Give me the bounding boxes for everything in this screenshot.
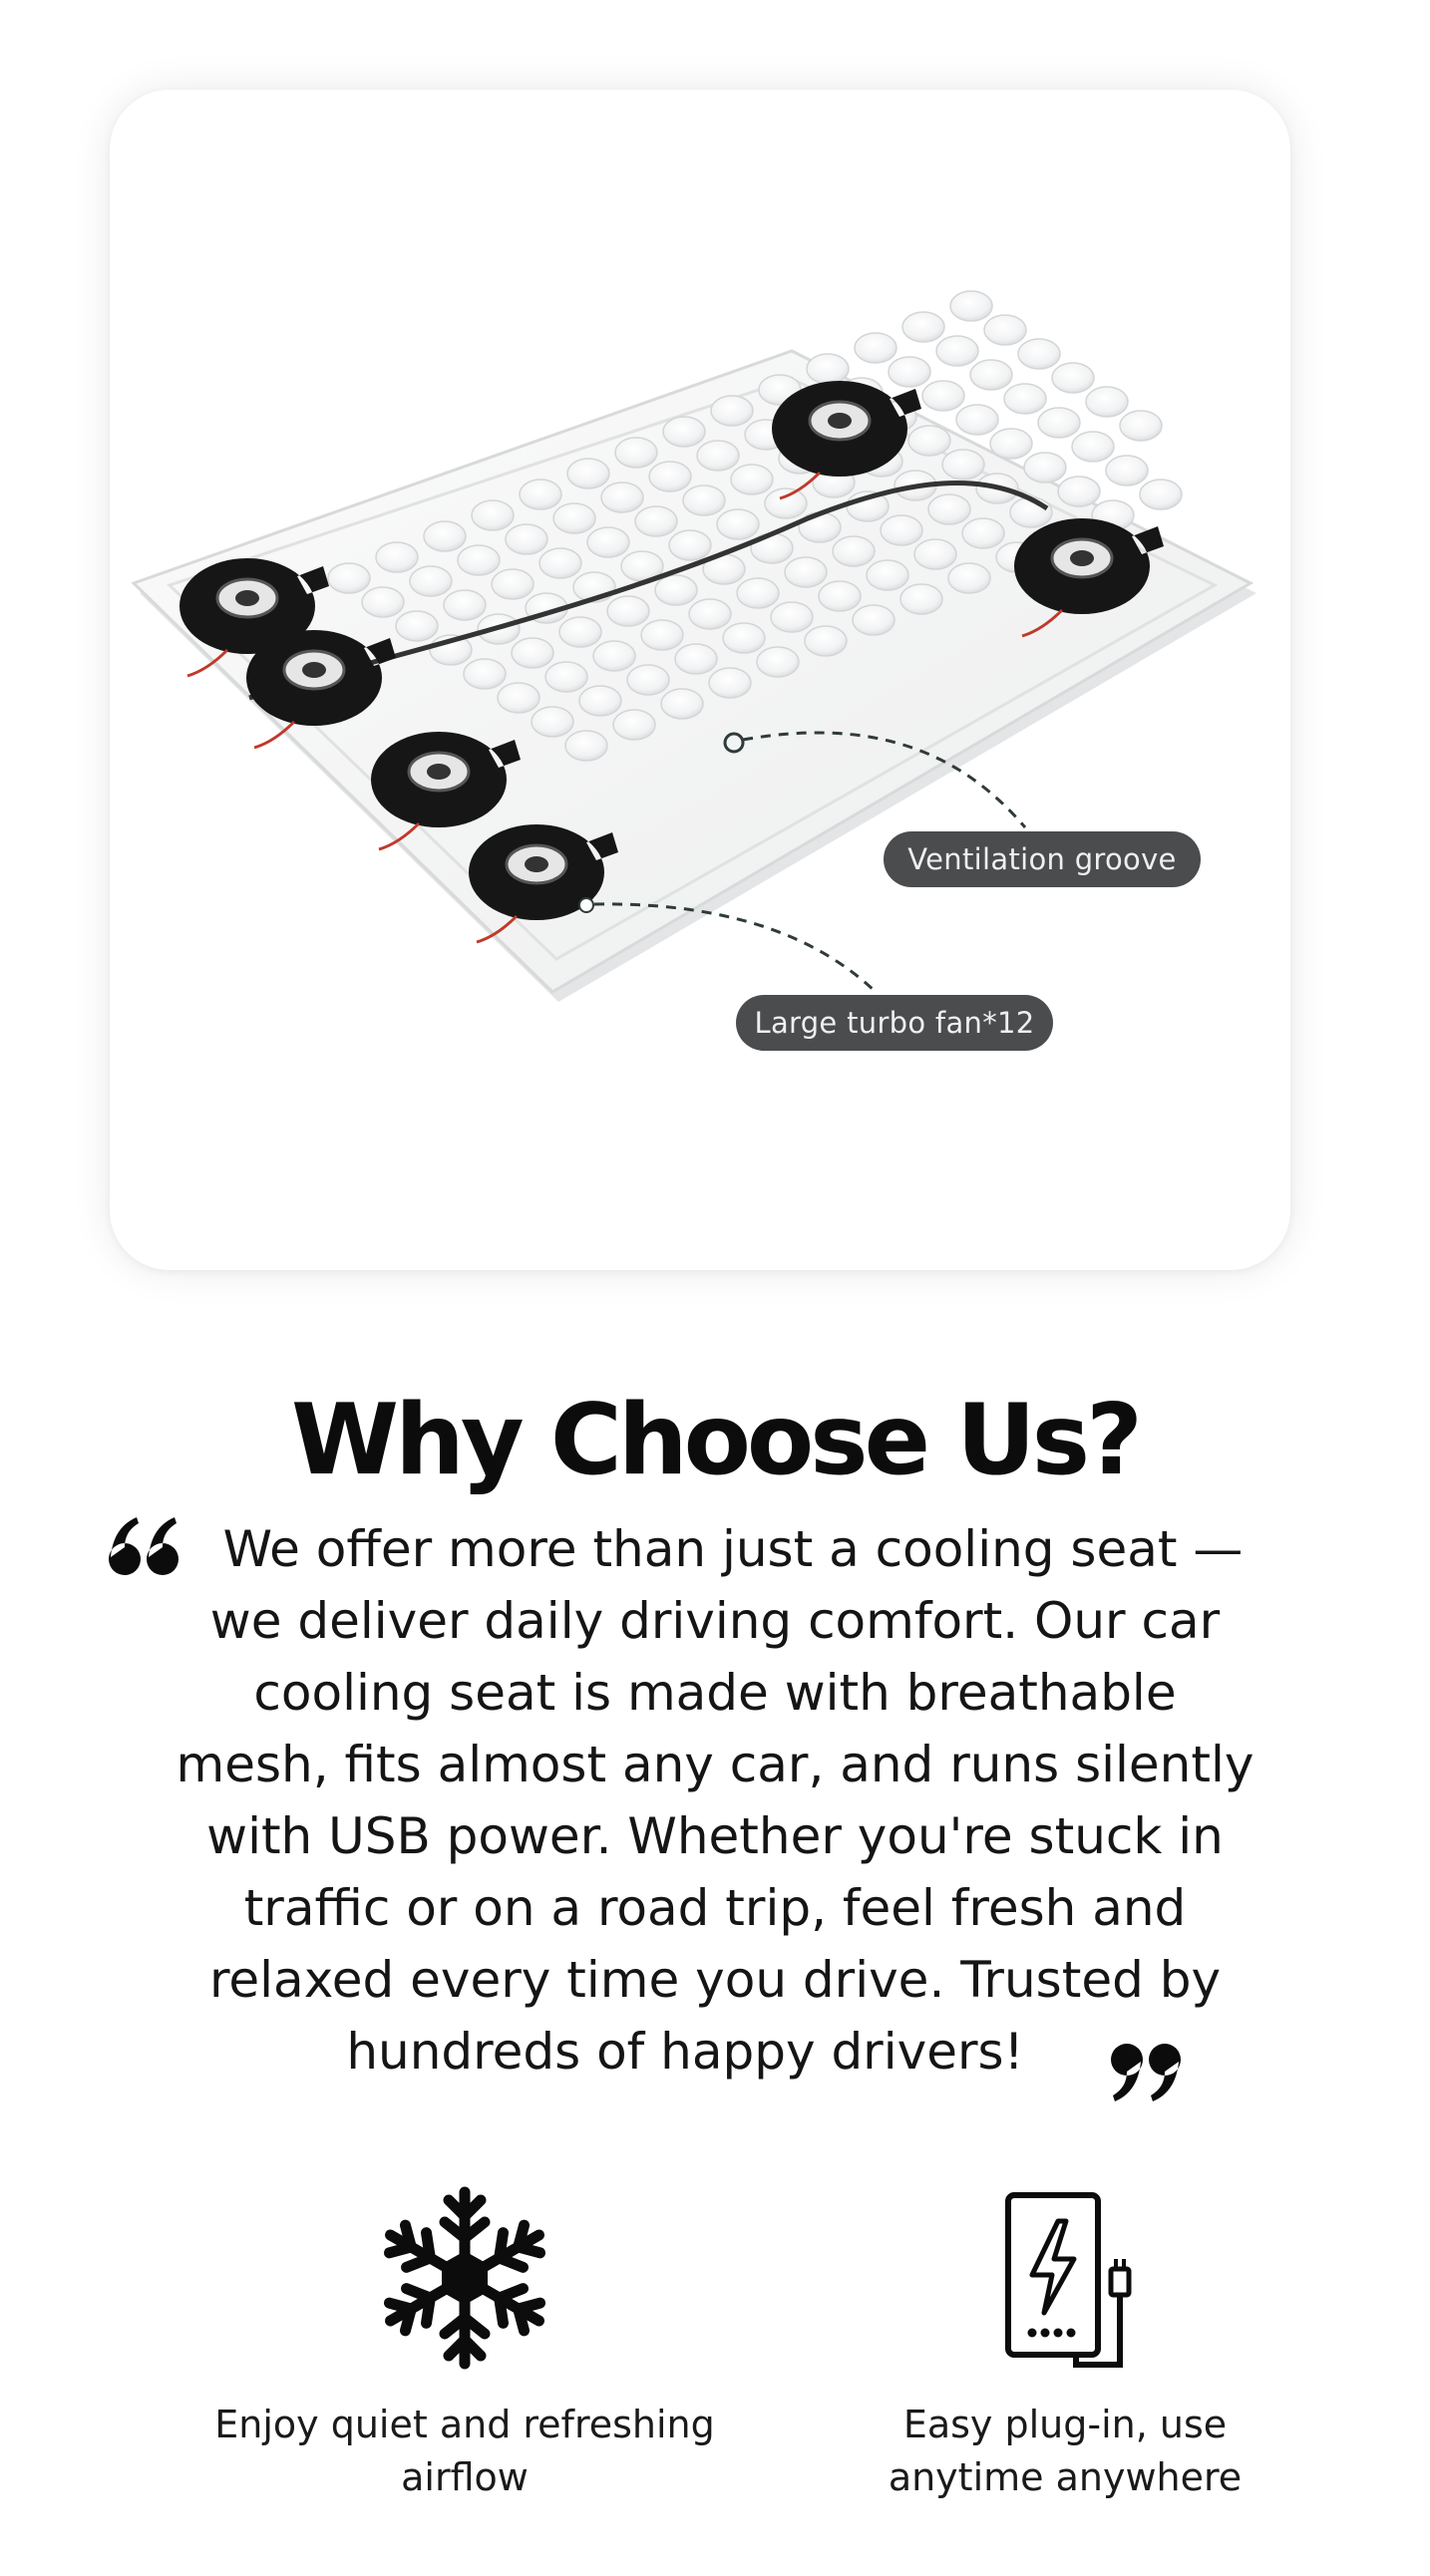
seat-bump bbox=[565, 731, 607, 761]
seat-bump bbox=[737, 578, 779, 608]
seat-bump bbox=[396, 611, 438, 641]
seat-bump bbox=[661, 689, 703, 719]
seat-bump bbox=[928, 494, 970, 524]
seat-bump bbox=[855, 333, 896, 363]
seat-bump bbox=[1140, 480, 1182, 509]
seat-bump bbox=[328, 563, 370, 593]
seat-bump bbox=[867, 560, 908, 590]
seat-bump bbox=[914, 539, 956, 569]
quote-line: traffic or on a road trip, feel fresh and bbox=[243, 1879, 1187, 1937]
seat-bump bbox=[1038, 408, 1080, 438]
seat-bump bbox=[532, 707, 573, 737]
seat-bump bbox=[757, 647, 799, 677]
seat-bump bbox=[492, 569, 534, 599]
seat-bump bbox=[731, 465, 773, 494]
feature-plug-in bbox=[786, 2183, 1344, 2504]
quote-line: We offer more than just a cooling seat — bbox=[222, 1520, 1244, 1578]
seat-bump bbox=[613, 710, 655, 740]
seat-bump bbox=[936, 336, 978, 366]
quote-line: relaxed every time you drive. Trusted by bbox=[208, 1951, 1222, 2009]
seat-bump bbox=[627, 665, 669, 695]
seat-bump bbox=[881, 515, 922, 545]
seat-bump bbox=[1024, 453, 1066, 483]
seat-bump bbox=[962, 518, 1004, 548]
seat-bump bbox=[1058, 477, 1100, 506]
seat-bump bbox=[675, 644, 717, 674]
quote-line: with USB power. Whether you're stuck in bbox=[206, 1807, 1224, 1865]
snowflake-icon bbox=[370, 2183, 559, 2373]
seat-bump bbox=[833, 536, 875, 566]
seat-bump bbox=[559, 617, 601, 647]
seat-bump bbox=[1052, 363, 1094, 393]
seat-bump bbox=[424, 521, 466, 551]
seat-bump bbox=[635, 506, 677, 536]
seat-bump bbox=[601, 483, 643, 512]
seat-bump bbox=[615, 438, 657, 468]
seat-bump bbox=[689, 599, 731, 629]
seat-bump bbox=[464, 659, 506, 689]
callout-ventilation-groove: Ventilation groove bbox=[884, 831, 1201, 887]
quote-line: hundreds of happy drivers! bbox=[346, 2023, 1024, 2081]
seat-bump bbox=[950, 291, 992, 321]
seat-bump bbox=[990, 429, 1032, 459]
seat-bump bbox=[1004, 384, 1046, 414]
seat-bump bbox=[765, 488, 807, 518]
seat-bump bbox=[942, 450, 984, 480]
seat-bump bbox=[567, 459, 609, 488]
seat-bump bbox=[948, 563, 990, 593]
seat-bump bbox=[711, 396, 753, 426]
seat-bump bbox=[683, 485, 725, 515]
seat-bump bbox=[655, 575, 697, 605]
seat-bump bbox=[807, 354, 849, 384]
seat-bump bbox=[512, 638, 553, 668]
callout-turbo-fan: Large turbo fan*12 bbox=[736, 995, 1053, 1051]
product-image-card bbox=[110, 90, 1290, 1270]
seat-bump bbox=[922, 381, 964, 411]
seat-bump bbox=[1106, 456, 1148, 485]
feature-quiet-airflow bbox=[185, 2183, 744, 2504]
seat-bump bbox=[587, 527, 629, 557]
seat-bump bbox=[376, 542, 418, 572]
section-title: Why Choose Us? bbox=[291, 1384, 1139, 1497]
seat-bump bbox=[362, 587, 404, 617]
seat-bump bbox=[785, 557, 827, 587]
close-quote-icon bbox=[1107, 2042, 1187, 2103]
seat-bump bbox=[805, 626, 847, 656]
seat-bump bbox=[506, 524, 547, 554]
quote-line: mesh, fits almost any car, and runs silently bbox=[176, 1736, 1254, 1793]
feature-caption: Enjoy quiet and refreshing airflow bbox=[214, 2403, 715, 2499]
seat-bump bbox=[649, 462, 691, 491]
seat-bump bbox=[771, 602, 813, 632]
seat-bump bbox=[663, 417, 705, 447]
seat-bump bbox=[908, 426, 950, 456]
seat-bump bbox=[819, 581, 861, 611]
seat-bump bbox=[853, 605, 894, 635]
seat-bump bbox=[593, 641, 635, 671]
seat-bump bbox=[539, 548, 581, 578]
power-bank-icon bbox=[970, 2183, 1160, 2373]
seat-bump bbox=[458, 545, 500, 575]
seat-bump bbox=[1086, 387, 1128, 417]
seat-bump bbox=[410, 566, 452, 596]
seat-bump bbox=[498, 683, 539, 713]
seat-bump bbox=[970, 360, 1012, 390]
seat-bump bbox=[984, 315, 1026, 345]
seat-bump bbox=[520, 480, 561, 509]
seat-bump bbox=[697, 441, 739, 471]
seat-bump bbox=[641, 620, 683, 650]
seat-bump bbox=[900, 584, 942, 614]
seat-bump bbox=[669, 530, 711, 560]
seat-bump bbox=[1072, 432, 1114, 462]
seat-bump bbox=[472, 500, 514, 530]
seat-bump bbox=[444, 590, 486, 620]
seat-bump bbox=[717, 509, 759, 539]
seat-bump bbox=[1018, 339, 1060, 369]
feature-caption: Easy plug-in, use anytime anywhere bbox=[888, 2403, 1243, 2499]
quote-line: cooling seat is made with breathable bbox=[253, 1664, 1177, 1722]
seat-bump bbox=[1120, 411, 1162, 441]
seat-bump bbox=[956, 405, 998, 435]
seat-bump bbox=[607, 596, 649, 626]
seat-bump bbox=[723, 623, 765, 653]
seat-bump bbox=[709, 668, 751, 698]
seat-bump bbox=[579, 686, 621, 716]
seat-bump bbox=[902, 312, 944, 342]
seat-bump bbox=[889, 357, 930, 387]
quote-line: we deliver daily driving comfort. Our car bbox=[209, 1592, 1221, 1650]
seat-bump bbox=[553, 503, 595, 533]
seat-bump bbox=[545, 662, 587, 692]
cooling-seat-product-image bbox=[110, 90, 1290, 1270]
